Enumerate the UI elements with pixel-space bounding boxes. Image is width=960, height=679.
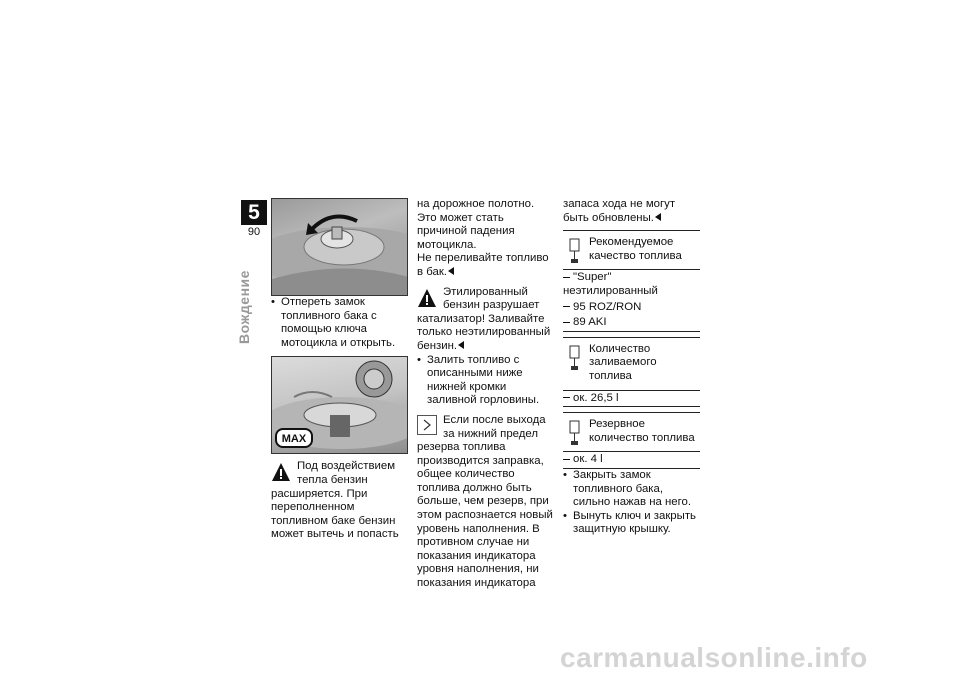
step-lock-cap: • Закрыть замок топливного бака, сильно нажав на него.: [563, 469, 700, 510]
fuel-cap-illustration: [272, 199, 408, 296]
spec-line: "Super" неэтилированный: [563, 270, 700, 299]
chapter-number: 5: [241, 200, 267, 225]
text-dont-overfill: [417, 252, 554, 279]
column-1: [271, 198, 409, 542]
step-remove-key: • Вынуть ключ и закрыть защитную крышку.: [563, 510, 700, 537]
fuel-pump-icon: [567, 237, 583, 265]
warning-expansion-text: Под воздействием тепла бензин расширяется. При переполненном топливном баке бензин может вытечь и попасть: [271, 460, 399, 541]
spec-line: ок. 26,5 l: [563, 391, 700, 407]
max-mark: MAX: [281, 433, 307, 446]
spec-fuel-capacity-title: Количество заливаемого топлива: [589, 342, 657, 382]
text-dont-overfill-label: Не переливайте топливо в бак.: [417, 252, 549, 278]
text-range-label: запаса хода не могут быть обновлены.: [563, 198, 676, 224]
hint-reserve-text: Если после выхода за нижний предел резерва топлива производится заправка, общее количество топлива должно быть больше, чем резерв, при этом распознается новый уровень наполнения. В противном случае ни показания индикатора уровня наполнения, ни показания индикатора: [417, 413, 553, 590]
column-2: [417, 198, 554, 591]
step-fill: • Залить топливо с описанными ниже нижней кромки заливной горловины.: [417, 354, 554, 408]
page-number: 90: [247, 226, 261, 238]
step-unlock: • Отпереть замок топливного бака с помощью ключа мотоцикла и открыть.: [271, 296, 409, 350]
end-mark-icon: [655, 213, 661, 221]
spec-line: 89 AKI: [563, 315, 700, 331]
warning-leaded: [417, 286, 554, 354]
spec-line: 95 ROZ/RON: [563, 300, 700, 316]
warning-leaded-label: Этилированный бензин разрушает катализатор! Заливайте только неэтилированный бензин.: [417, 285, 551, 352]
warning-expansion: [271, 460, 409, 542]
spec-fuel-quality-title: Рекомендуемое качество топлива: [589, 236, 682, 262]
text-road-fall: на дорожное полотно. Это может стать причиной падения мотоцикла.: [417, 198, 535, 251]
spec-line: ок. 4 l: [563, 452, 700, 468]
hint-reserve: [417, 414, 554, 591]
end-mark-icon: [448, 267, 454, 275]
spec-fuel-reserve-title: Резервное количество топлива: [589, 418, 695, 444]
spec-fuel-quality-head: [563, 230, 700, 270]
text-range-not-updated: [563, 198, 700, 225]
fuel-pump-icon: [567, 344, 583, 372]
spec-fuel-capacity: [563, 337, 700, 407]
spec-fuel-capacity-head: [563, 337, 700, 391]
warning-icon: [417, 288, 437, 308]
column-3: [563, 198, 700, 537]
watermark: carmanualsonline.info: [560, 642, 868, 673]
warning-leaded-text: [417, 286, 554, 354]
fuel-cap-photo: [271, 198, 408, 296]
end-mark-icon: [458, 341, 464, 349]
spec-fuel-quality: [563, 230, 700, 332]
chapter-title: Вождение: [236, 270, 252, 344]
spec-fuel-reserve: [563, 412, 700, 469]
filler-neck-photo: [271, 356, 408, 454]
hint-icon: [417, 415, 437, 435]
warning-icon: [271, 462, 291, 482]
filler-neck-illustration: [272, 357, 408, 454]
spec-fuel-reserve-head: [563, 412, 700, 452]
fuel-pump-icon: [567, 419, 583, 447]
